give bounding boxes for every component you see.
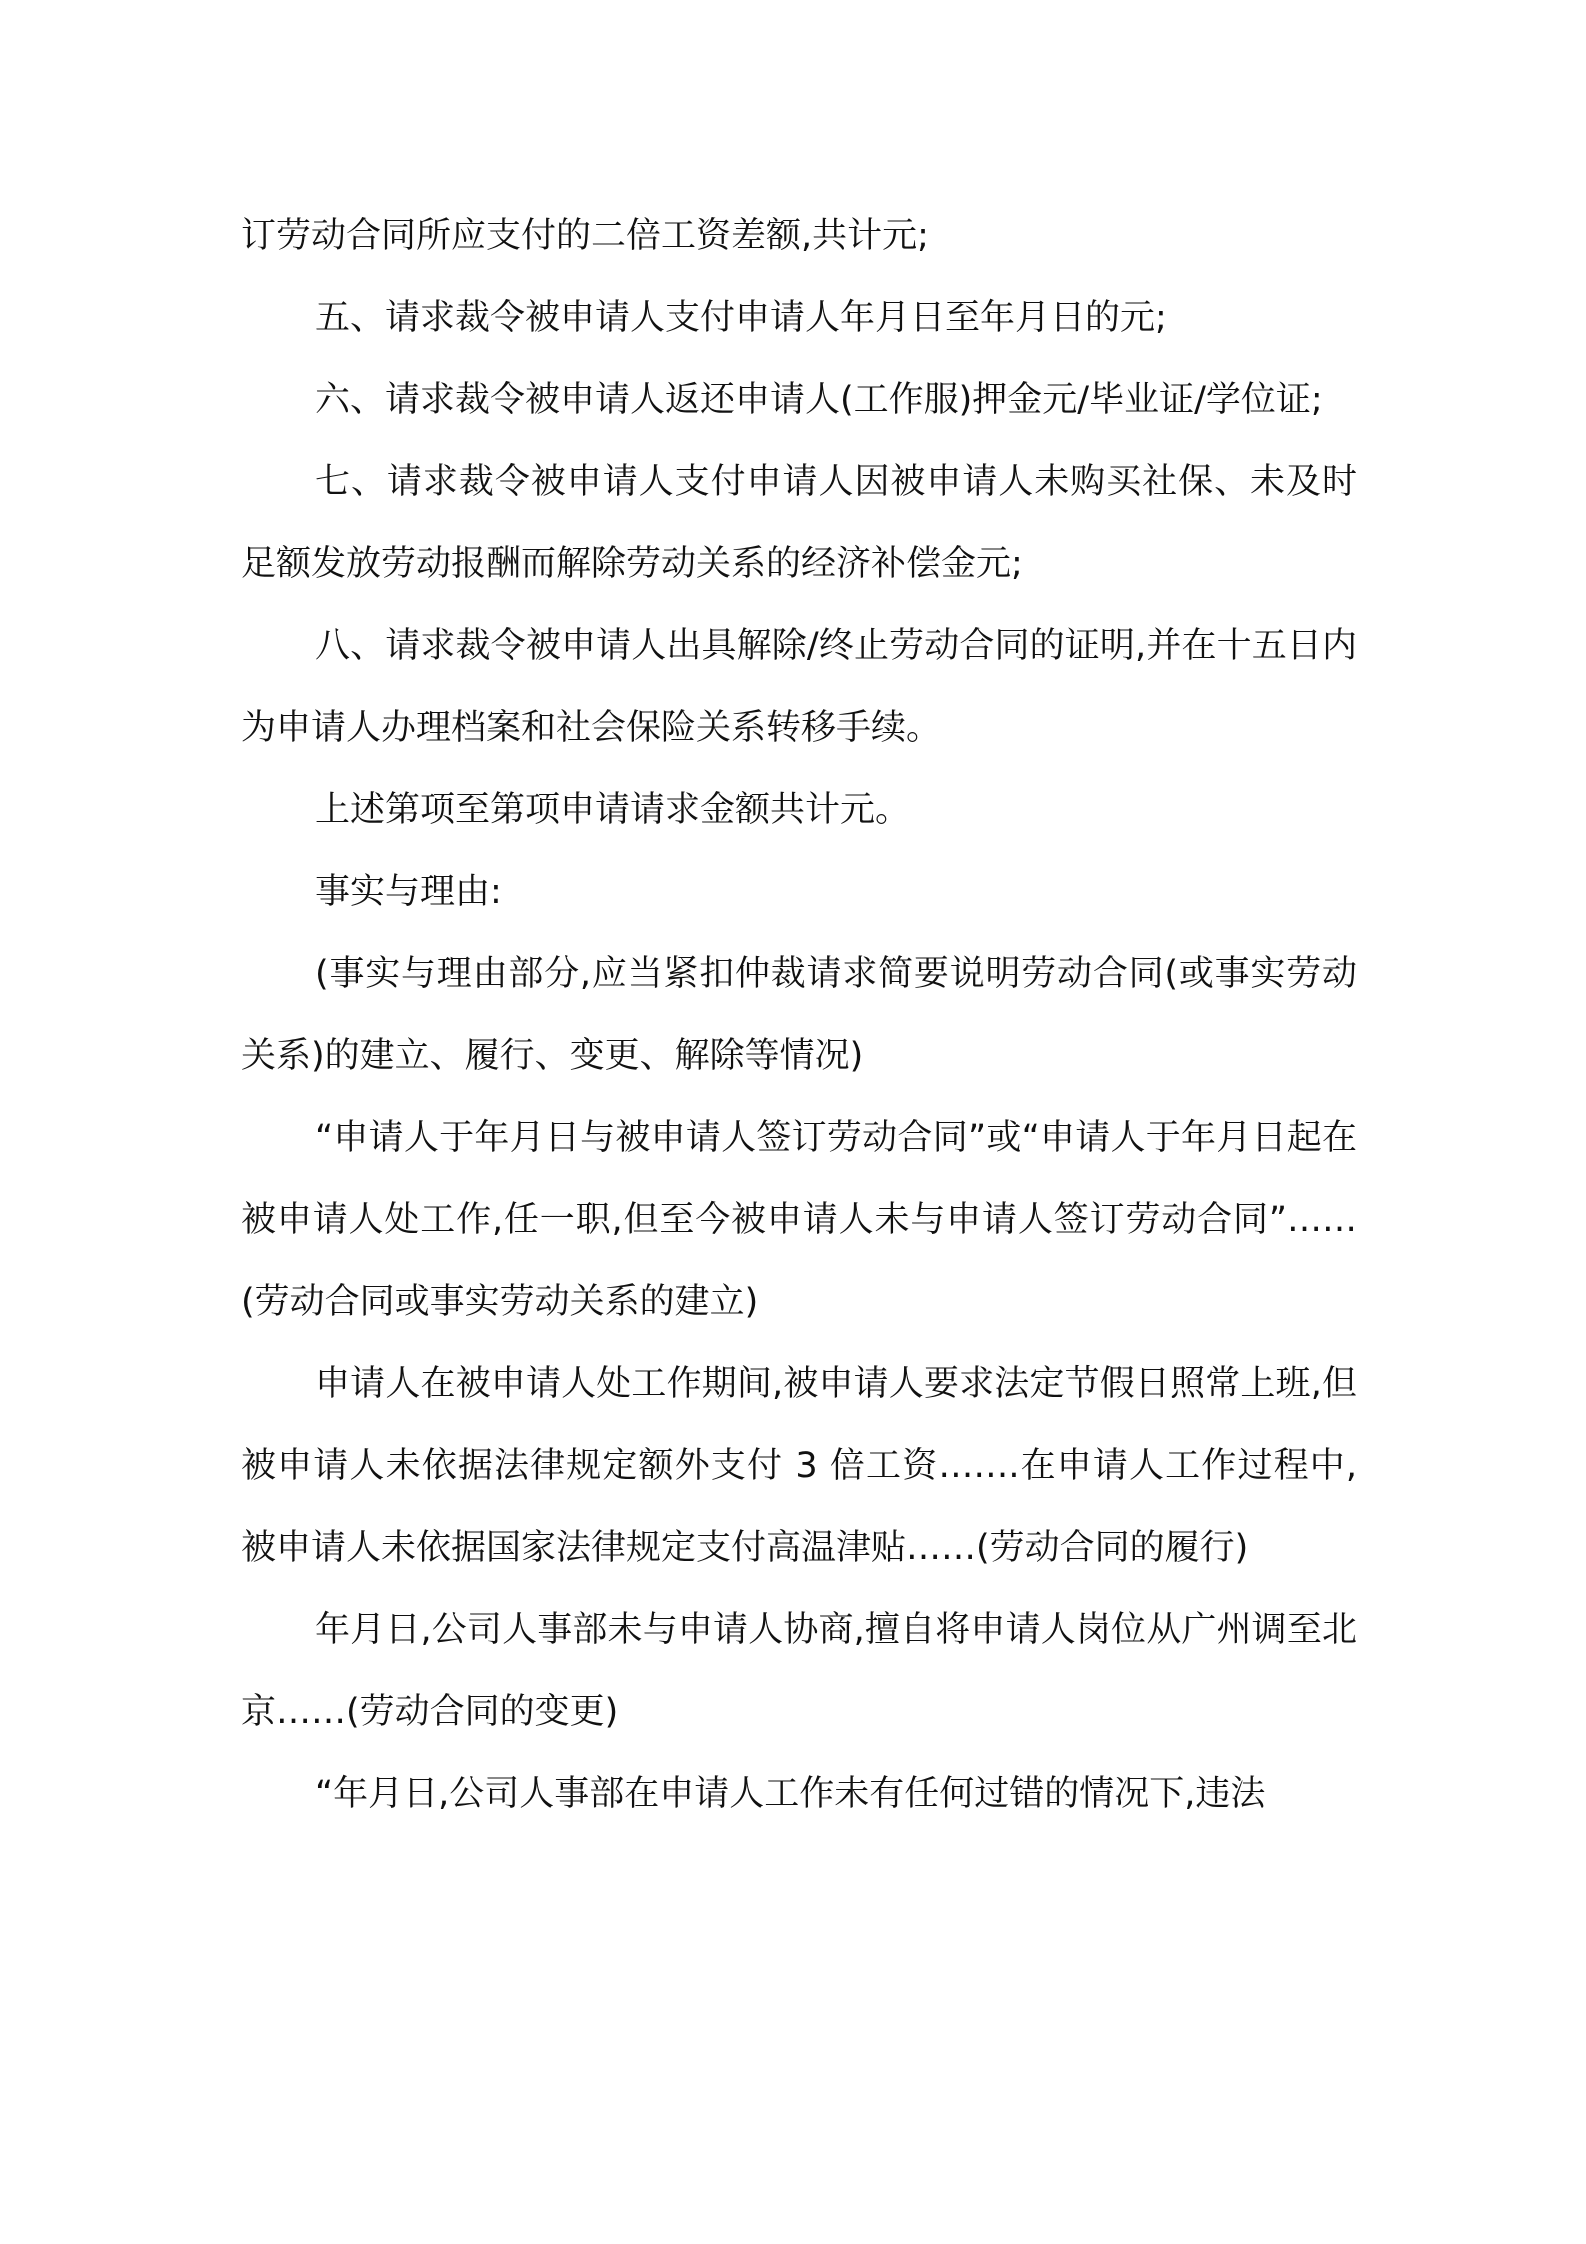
- paragraph-change: 年月日,公司人事部未与申请人协商,擅自将申请人岗位从广州调至北京……(劳动合同的变更): [241, 1610, 1357, 1732]
- paragraph-performance: 申请人在被申请人处工作期间,被申请人要求法定节假日照常上班,但被申请人未依据法律规定额外支付 3 倍工资…….在申请人工作过程中,被申请人未依据国家法律规定支付高温津贴……(劳动合同的履行): [241, 1364, 1357, 1568]
- paragraph-termination: “年月日,公司人事部在申请人工作未有任何过错的情况下,违法: [315, 1774, 1266, 1814]
- paragraph-claim-6: 六、请求裁令被申请人返还申请人(工作服)押金元/毕业证/学位证;: [315, 380, 1323, 420]
- paragraph-1: 订劳动合同所应支付的二倍工资差额,共计元;: [241, 216, 929, 256]
- paragraph-claim-5: 五、请求裁令被申请人支付申请人年月日至年月日的元;: [315, 298, 1167, 338]
- paragraph-claim-7: 七、请求裁令被申请人支付申请人因被申请人未购买社保、未及时足额发放劳动报酬而解除劳动关系的经济补偿金元;: [241, 462, 1357, 584]
- section-heading-facts: 事实与理由:: [315, 872, 502, 912]
- paragraph-total-amount: 上述第项至第项申请请求金额共计元。: [315, 790, 911, 830]
- paragraph-establishment: “申请人于年月日与被申请人签订劳动合同”或“申请人于年月日起在被申请人处工作,任一职,但至今被申请人未与申请人签订劳动合同”……(劳动合同或事实劳动关系的建立): [241, 1118, 1357, 1322]
- paragraph-claim-8: 八、请求裁令被申请人出具解除/终止劳动合同的证明,并在十五日内为申请人办理档案和社会保险关系转移手续。: [241, 626, 1357, 748]
- paragraph-facts-note: (事实与理由部分,应当紧扣仲裁请求简要说明劳动合同(或事实劳动关系)的建立、履行、变更、解除等情况): [241, 954, 1357, 1076]
- document-body: [241, 195, 1357, 1835]
